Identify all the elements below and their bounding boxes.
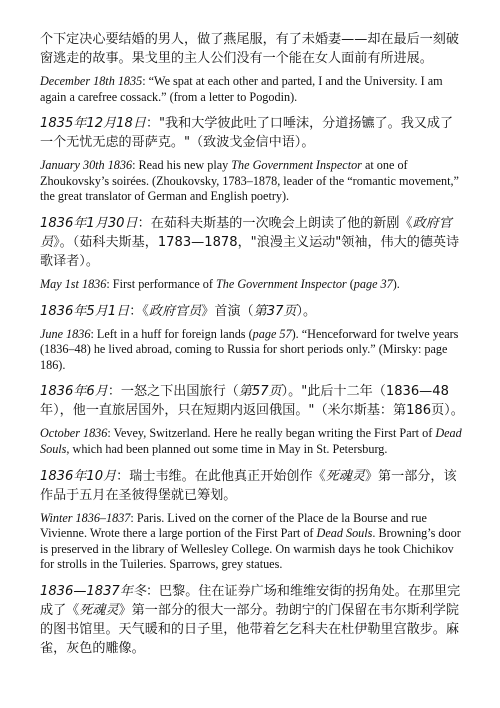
english-paragraph [40,277,466,293]
italic-text: 1836年6月 [40,384,108,400]
text-run: ：一怒之下出国旅行（ [107,384,239,400]
text-run: ：《 [129,303,149,319]
italic-text: May 1st 1836 [40,276,107,291]
text-run: : First performance of [106,276,217,291]
italic-text: 第57页 [238,384,282,400]
italic-text: 政府官员 [148,303,202,319]
text-run: ). [392,276,400,291]
english-paragraph [40,426,466,457]
chinese-paragraph [40,467,466,505]
italic-text: Winter 1836–1837 [40,510,131,525]
text-run: ：瑞士韦维。在此他真正开始创作《 [116,468,326,484]
text-run: : Paris. Lived on the corner of the Place de la Bourse and rue Vivienne. Wrote there a large portion of the First Part of [40,510,427,541]
chinese-paragraph [40,114,466,152]
italic-text: June 1836 [40,326,91,341]
chinese-paragraph [40,582,466,658]
text-run: ）。 [296,303,317,319]
italic-text: December 18th 1835 [40,74,143,88]
english-paragraph [40,74,466,105]
text-run: 》第一部分的很大一部分。勃朗宁的门保留在韦尔斯利学院的图书馆里。天气暖和的日子里，他带着乞乞科夫在杜伊勒里宫散步。麻雀，灰色的雕像。 [40,602,459,656]
italic-text: 1836年10月 [40,468,117,484]
italic-text: The Government Inspector [216,276,347,291]
chinese-paragraph [40,214,466,271]
chinese-paragraph [40,382,466,420]
text-run: ）。"此后十二年（1836—48年），他一直旅居国外，只在短期内返回俄国。"（米尔斯基：第186页）。 [40,384,464,419]
text-run: : Vevey, Switzerland. Here he really began writing the First Part of [107,426,436,441]
italic-text: page 57 [252,326,292,341]
italic-text: October 1836 [40,426,108,441]
text-run: 》第一部分，该作品于五月在圣彼得堡就已筹划。 [40,468,457,503]
text-run: 个下定决心要结婚的男人，做了燕尾服，有了未婚妻——却在最后一刻破窗逃走的故事。果戈里的主人公们没有一个能在女人面前有所进展。 [40,32,459,66]
chinese-paragraph [40,30,466,68]
english-paragraph [40,158,466,205]
italic-text: 死魂灵 [79,602,119,618]
english-paragraph [40,511,466,573]
text-run: ："我和大学彼此吐了口唾沫，分道扬镳了。我又成了一个无忧无虑的哥萨克。"（致波戈金信中语）。 [40,116,454,151]
text-run: : Left in a huff for foreign lands ( [90,326,253,341]
italic-text: 政府官员 [40,215,452,250]
italic-text: 第37页 [253,303,297,319]
italic-text: January 30th 1836 [40,158,133,173]
text-run: ( [346,276,354,291]
italic-text: Dead Souls [40,426,462,456]
text-run: at one of Zhoukovsky’s soirées. (Zhoukovsky, 1783–1878, leader of the “romantic movement,” the great translator of German and English poetry). [40,158,459,204]
text-run: , which had been planned out some time in May in St. Petersburg. [66,441,388,456]
text-run: 》。（茹科夫斯基，1783—1878，"浪漫主义运动"领袖，伟大的德英诗歌译者）。 [40,234,460,269]
english-paragraph [40,327,466,374]
italic-text: page 37 [353,276,393,291]
text-run: . Browning’s door is preserved in the library of Wellesley College. On warmish days he took Chichikov for strolls in the Tuileries. Sparrows, grey statues. [40,526,461,572]
italic-text: Dead Souls [316,526,373,541]
text-run: ：巴黎。住在证券广场和维维安街的拐角处。在那里完成了《 [40,583,461,618]
text-run: : Read his new play [132,158,232,173]
text-run: : “We spat at each other and parted, I and the University. I am again a carefree cossack.” (from a letter to Pogodin). [40,74,443,104]
italic-text: The Government Inspector [231,158,362,173]
italic-text: 1836年1月30日 [40,215,138,231]
italic-text: 1836年5月1日 [40,303,130,319]
italic-text: 1836—1837年冬 [40,583,146,599]
italic-text: 1835年12月18日 [40,116,146,132]
chinese-paragraph [40,302,466,321]
text-run: 》首演（ [201,303,254,319]
text-run: ：在茹科夫斯基的一次晚会上朗读了他的新剧《 [137,215,413,231]
text-run: ). “Henceforward for twelve years (1836–48) he lived abroad, coming to Russia for short periods only.” (Mirsky: page 186). [40,326,459,372]
document-page [40,30,466,664]
italic-text: 死魂灵 [325,468,365,484]
